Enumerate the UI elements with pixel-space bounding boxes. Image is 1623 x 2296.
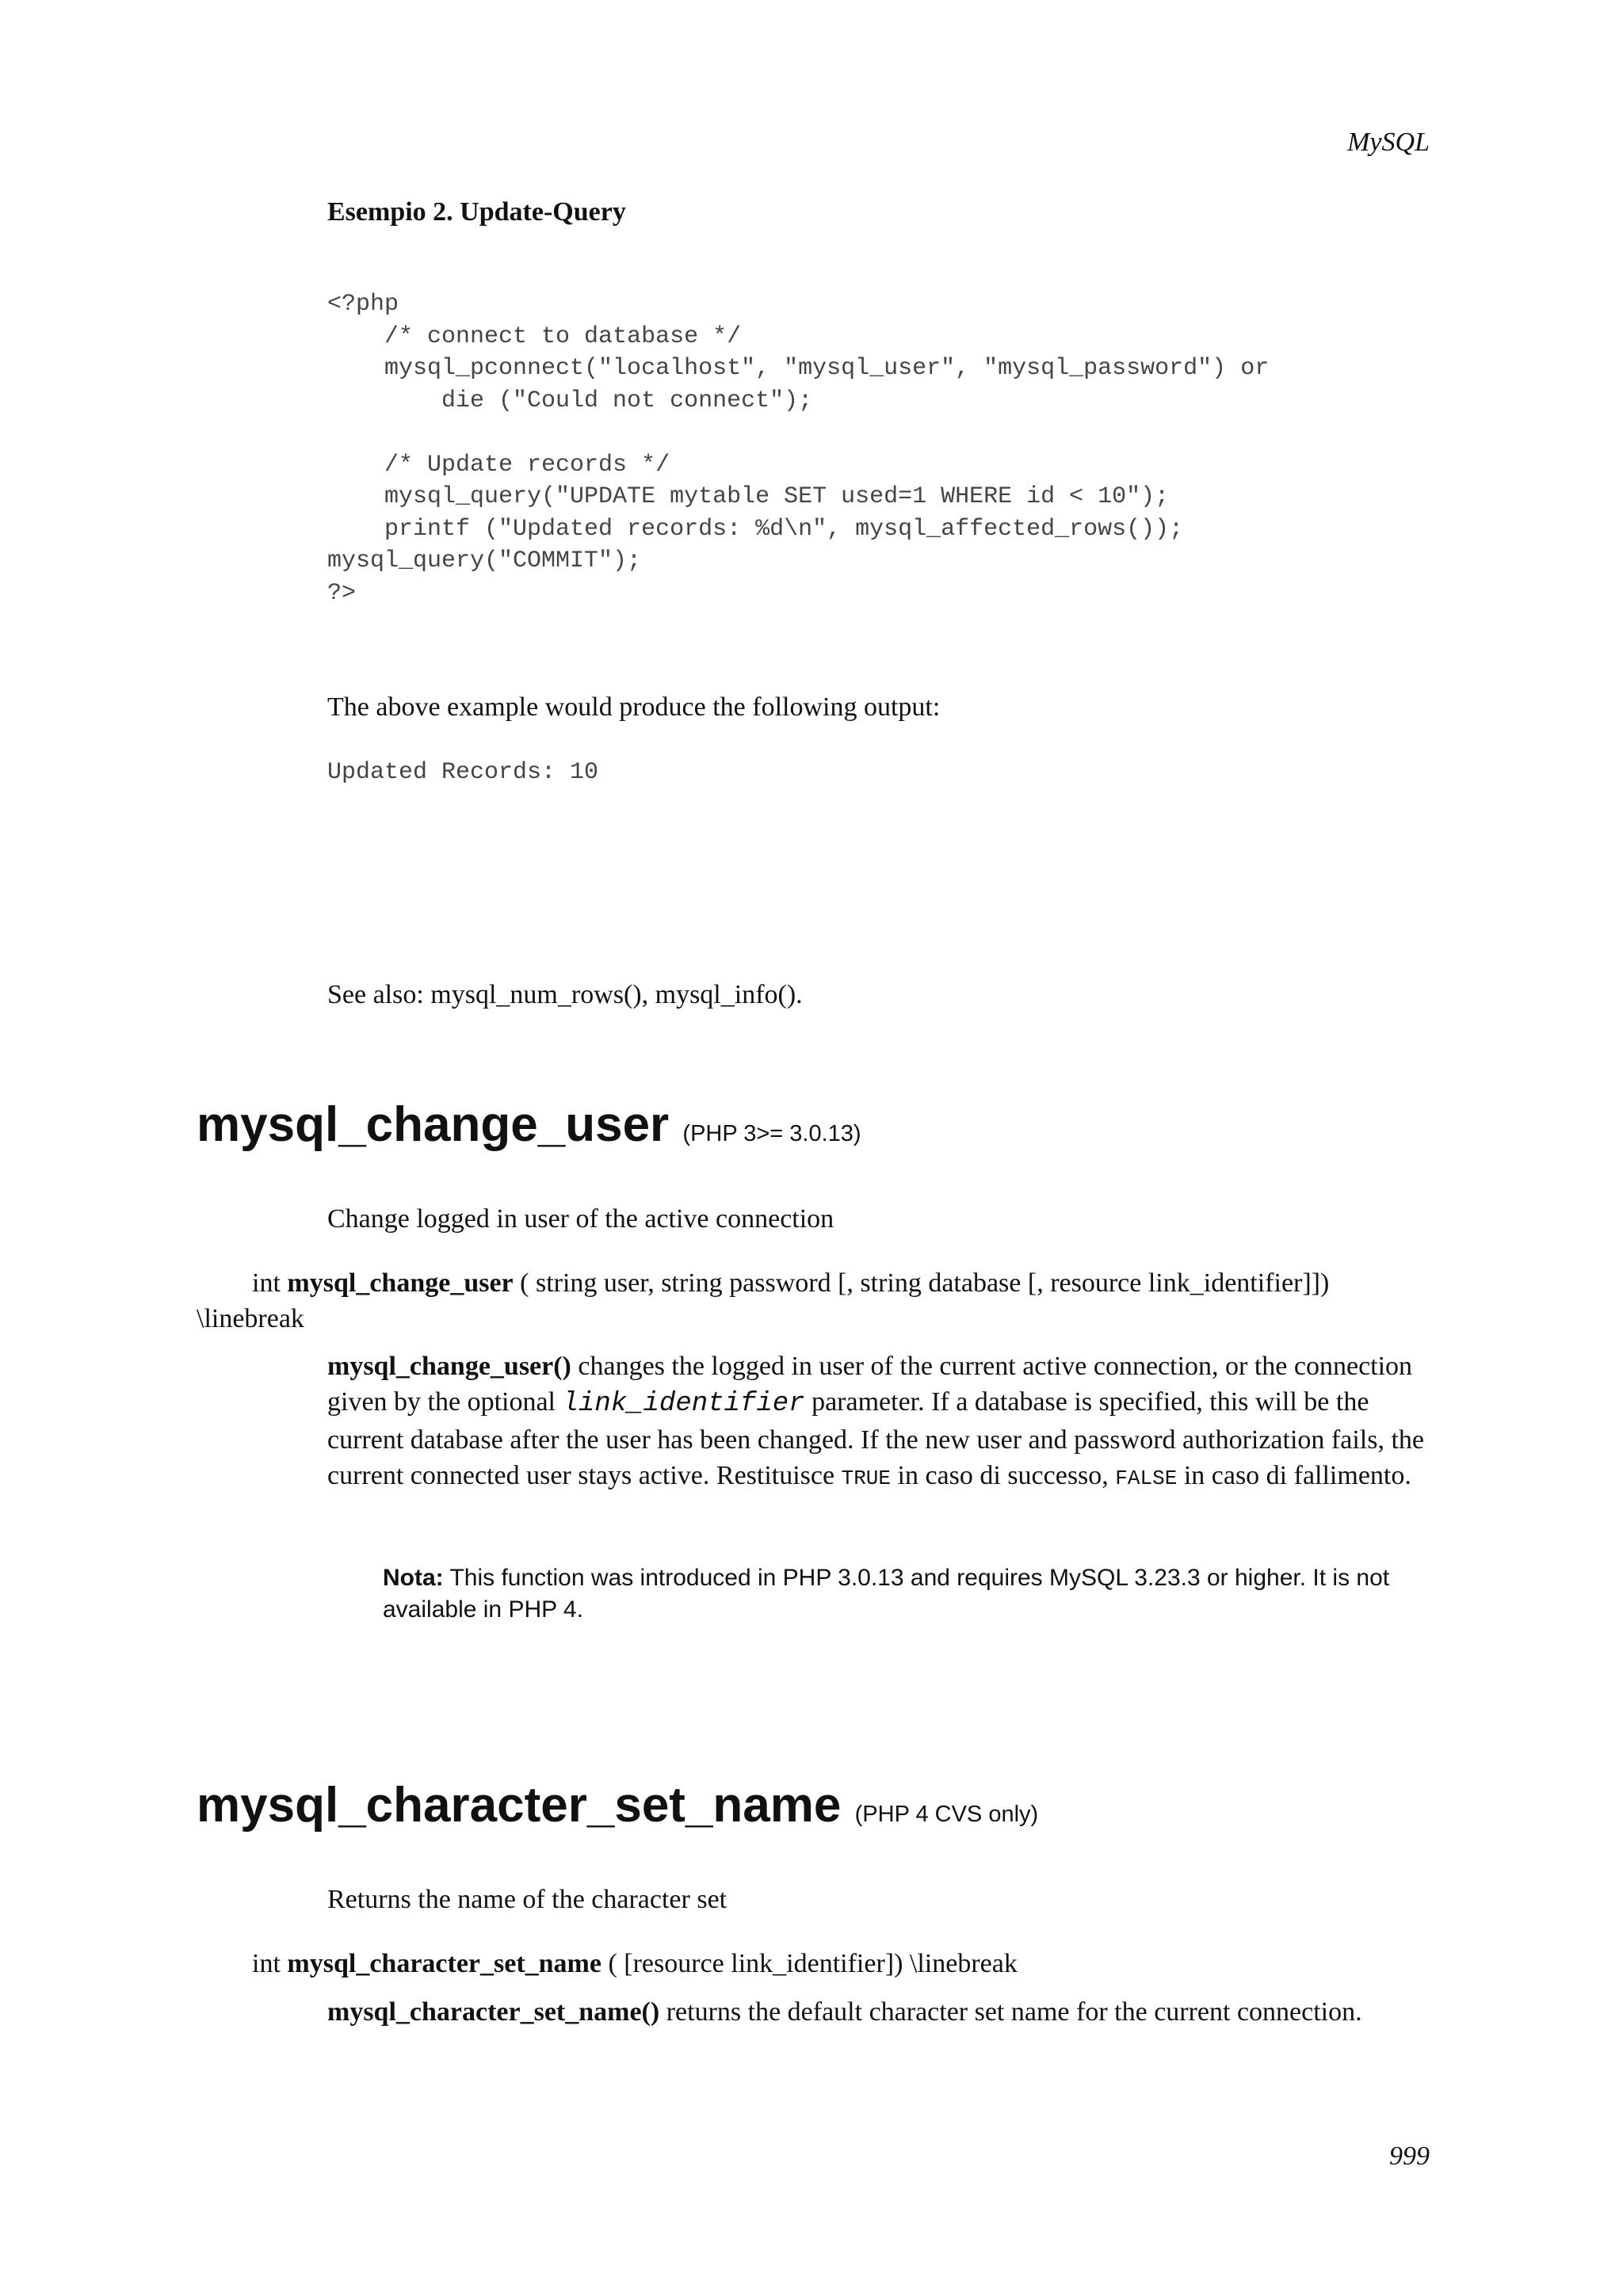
return-type: int — [252, 1268, 281, 1298]
note-block — [383, 1562, 1445, 1626]
synopsis-args: ( [resource link_identifier]) \linebreak — [601, 1949, 1018, 1978]
note-text: This function was introduced in PHP 3.0.13 and requires MySQL 3.23.3 or higher. It is not available in PHP 4. — [383, 1565, 1390, 1623]
function-name: mysql_character_set_name — [197, 1778, 842, 1833]
function-name: mysql_change_user — [197, 1097, 670, 1152]
version-note: (PHP 3>= 3.0.13) — [682, 1121, 861, 1146]
param-link-identifier: link_identifier — [562, 1389, 805, 1419]
page-number: 999 — [1389, 2142, 1430, 2171]
note-label: Nota: — [383, 1565, 444, 1591]
description-charset-name — [327, 1994, 1437, 2030]
version-note: (PHP 4 CVS only) — [854, 1802, 1039, 1827]
see-also: See also: mysql_num_rows(), mysql_info(). — [327, 980, 803, 1009]
section-heading-charset-name — [197, 1778, 1038, 1842]
const-false: FALSE — [1115, 1466, 1178, 1490]
synopsis-charset-name — [197, 1946, 1433, 1981]
desc-text: returns the default character set name for the current connection. — [659, 1997, 1362, 2027]
purpose-charset-name: Returns the name of the character set — [327, 1885, 727, 1914]
synopsis-change-user — [197, 1265, 1433, 1337]
example-output: Updated Records: 10 — [327, 759, 599, 786]
desc-function-name: mysql_character_set_name() — [327, 1997, 660, 2027]
code-listing: <?php /* connect to database */ mysql_pconnect("localhost", "mysql_user", "mysql_password") or die ("Could not connect"); /* Update records */ mysql_query("UPDATE mytable SET used=1 WHERE id < 10"); printf ("Updated records: %d\n", mysql_affected_rows()); mysql_query("COMMIT"); ?> — [327, 291, 1270, 607]
synopsis-args: ( string user, string password [, string database [, resource link_identifier]]) \linebreak — [197, 1268, 1330, 1333]
running-header: MySQL — [1347, 128, 1430, 157]
desc-text: changes the logged in user of the current active connection, or the connection given by the optional — [327, 1352, 1413, 1417]
const-true: TRUE — [841, 1466, 892, 1490]
desc-text: parameter. If a database is specified, this will be the current database after the user has been changed. If the new user and password authorization fails, the current connected user stays active. Restituisce — [327, 1387, 1424, 1490]
synopsis-function-name: mysql_character_set_name — [287, 1949, 601, 1978]
desc-text: in caso di fallimento. — [1177, 1461, 1411, 1490]
description-change-user — [327, 1348, 1437, 1497]
desc-text: in caso di successo, — [891, 1461, 1116, 1490]
return-type: int — [252, 1949, 281, 1978]
section-heading-change-user — [197, 1097, 861, 1161]
synopsis-function-name: mysql_change_user — [287, 1268, 514, 1298]
desc-function-name: mysql_change_user() — [327, 1352, 571, 1381]
purpose-change-user: Change logged in user of the active connection — [327, 1204, 834, 1234]
example-title: Esempio 2. Update-Query — [327, 197, 626, 227]
output-intro: The above example would produce the following output: — [327, 692, 941, 722]
